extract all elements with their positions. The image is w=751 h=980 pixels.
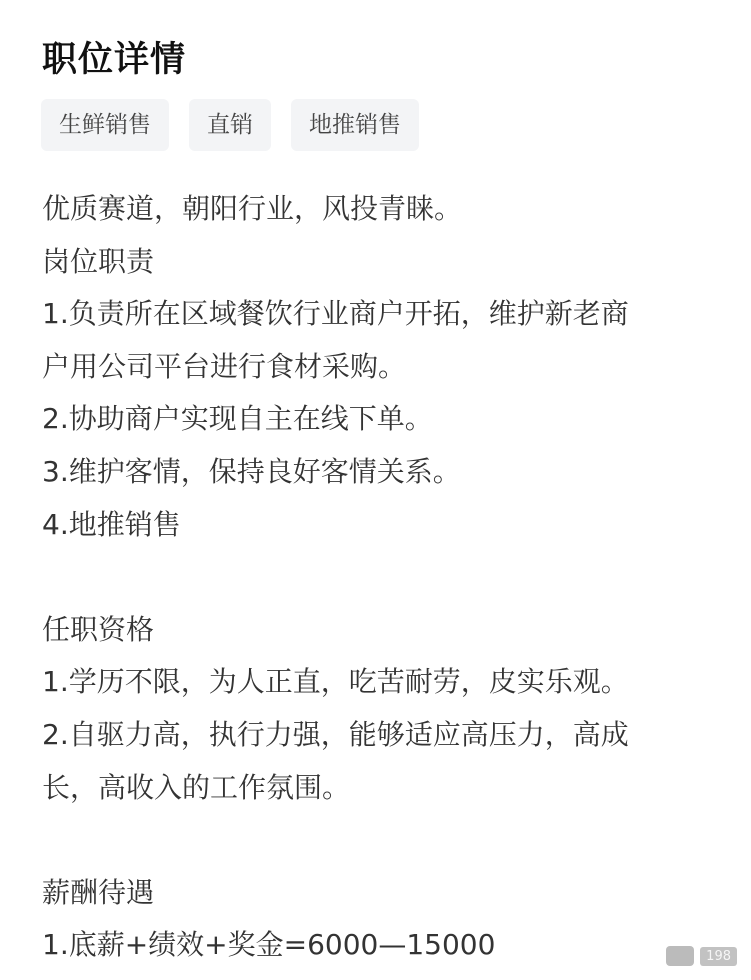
watermark [666,946,737,966]
qualification-item-2-line-2: 长，高收入的工作氛围。 [42,770,351,804]
duty-item-1-line-1: 1.负责所在区域餐饮行业商户开拓，维护新老商 [42,297,629,331]
qualification-item-1: 1.学历不限，为人正直，吃苦耐劳，皮实乐观。 [42,665,629,699]
spacer [42,551,712,604]
watermark-text: 198 [700,947,737,966]
qualifications-heading: 任职资格 [42,612,155,646]
duty-item-3: 3.维护客情，保持良好客情关系。 [42,454,461,488]
job-tags [41,99,419,151]
duty-item-4: 4.地推销售 [42,507,181,541]
job-description [42,183,712,972]
tag-fresh-food-sales[interactable]: 生鲜销售 [41,99,169,151]
spacer [42,814,712,867]
qualification-item-2-line-1: 2.自驱力高，执行力强，能够适应高压力，高成 [42,717,629,751]
tag-field-sales[interactable]: 地推销售 [291,99,419,151]
tag-direct-sales[interactable]: 直销 [189,99,271,151]
intro-text: 优质赛道，朝阳行业，风投青睐。 [42,192,463,225]
watermark-logo-icon [666,946,694,966]
duty-item-1-line-2: 户用公司平台进行食材采购。 [42,349,407,383]
salary-item-1: 1.底薪+绩效+奖金=6000—15000 [42,928,496,962]
duty-item-2: 2.协助商户实现自主在线下单。 [42,402,433,436]
page-title: 职位详情 [42,40,187,80]
duties-heading: 岗位职责 [42,244,155,278]
salary-heading: 薪酬待遇 [42,875,155,909]
